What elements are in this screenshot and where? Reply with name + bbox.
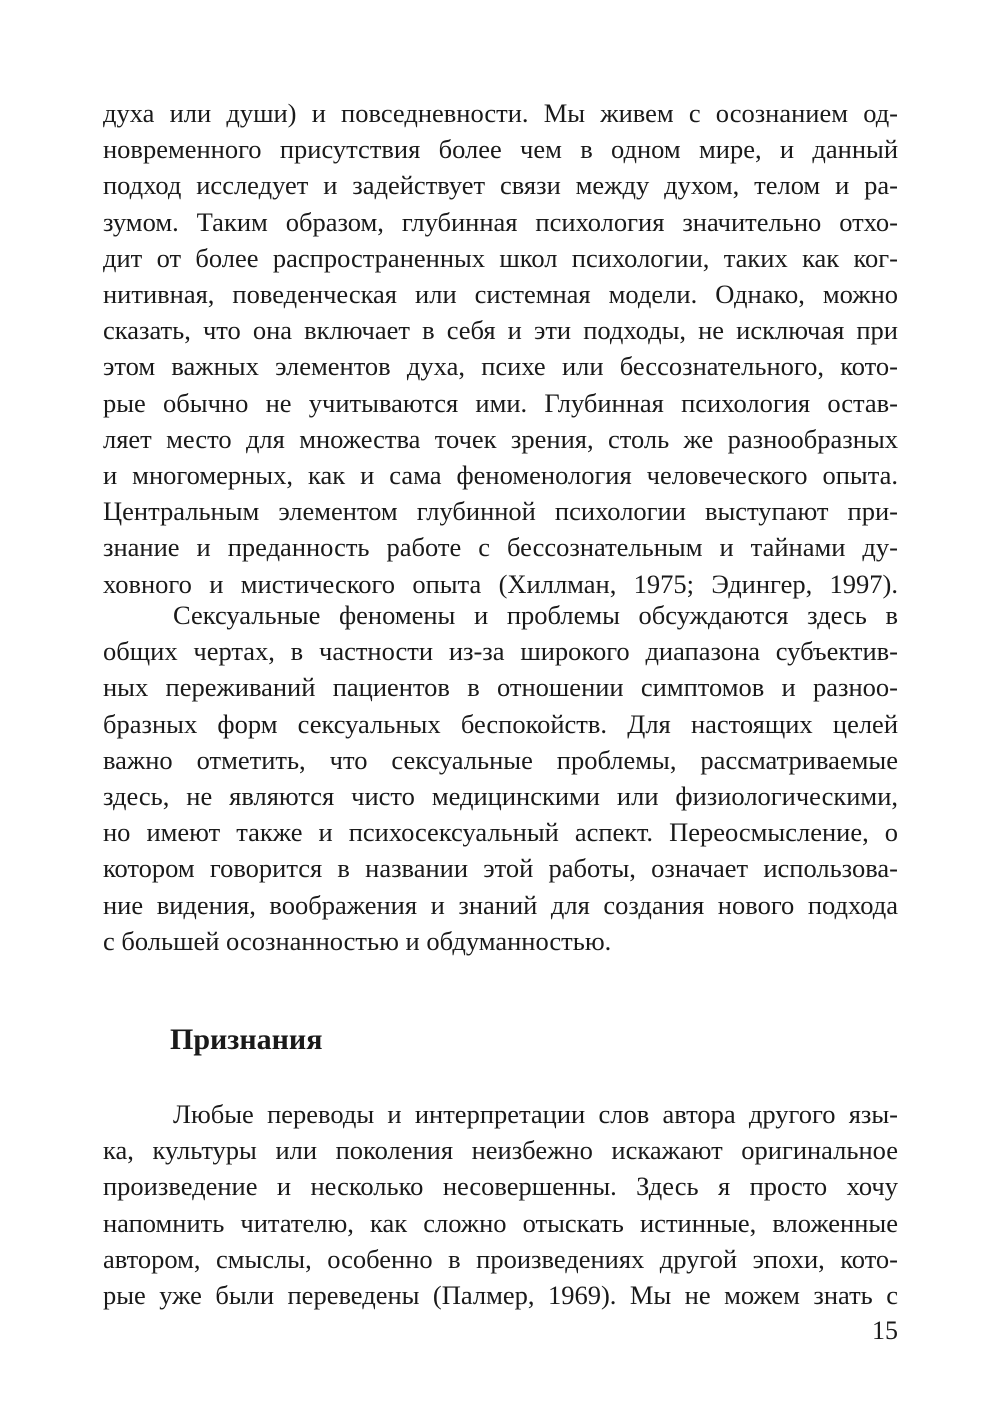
paragraph-line: ние видения, воображения и знаний для создания нового подхода [103,889,898,920]
paragraph-line: бразных форм сексуальных беспокойств. Для настоящих целей [103,708,898,739]
paragraph-line: сказать, что она включает в себя и эти подходы, не исключая при [103,315,898,346]
paragraph-line: здесь, не являются чисто медицинскими или физиологическими, [103,781,898,811]
paragraph-line: рые обычно не учитываются ими. Глубинная психология остав- [103,387,898,418]
paragraph-line: общих чертах, в частности из-за широкого диапазона субъектив- [103,636,898,667]
paragraph-line: важно отметить, что сексуальные проблемы, рассматриваемые [103,744,898,775]
paragraph-line: и многомерных, как и сама феноменология человеческого опыта. [103,460,898,490]
paragraph-line: Любые переводы и интерпретации слов автора другого язы- [173,1099,898,1129]
paragraph-line: котором говорится в названии этой работы, означает использова- [103,853,898,884]
paragraph-line: нитивная, поведенческая или системная модели. Однако, можно [103,279,898,309]
paragraph-line: с большей осознанностью и обдуманностью. [103,925,612,956]
section-heading: Признания [170,1023,323,1056]
paragraph-line: напомнить читателю, как сложно отыскать истинные, вложенные [103,1207,898,1238]
paragraph-line: Сексуальные феномены и проблемы обсуждаются здесь в [173,600,898,630]
paragraph-line: Центральным элементом глубинной психологии выступают при- [103,496,898,527]
paragraph-line: зумом. Таким образом, глубинная психология значительно отхо- [103,206,898,237]
paragraph-line: духа или души) и повседневности. Мы живем с осознанием од- [103,98,898,128]
paragraph-line: рые уже были переведены (Палмер, 1969). Мы не можем знать с [103,1280,898,1310]
paragraph-line: но имеют также и психосексуальный аспект. Переосмысление, о [103,817,898,848]
paragraph-line: ных переживаний пациентов в отношении симптомов и разноо- [103,672,898,703]
paragraph-line: дит от более распространенных школ психологии, таких как ког- [103,242,898,273]
paragraph-line: произведение и несколько несовершенны. Здесь я просто хочу [103,1171,898,1202]
page-number: 15 [872,1316,898,1345]
paragraph-line: ляет место для множества точек зрения, столь же разнообразных [103,423,898,454]
paragraph-line: новременного присутствия более чем в одном мире, и данный [103,134,898,165]
paragraph-line: этом важных элементов духа, психе или бессознательного, кото- [103,351,898,382]
paragraph-line: подход исследует и задействует связи между духом, телом и ра- [103,170,898,201]
paragraph-line: ка, культуры или поколения неизбежно искажают оригинальное [103,1135,898,1166]
paragraph-line: ховного и мистического опыта (Хиллман, 1975; Эдингер, 1997). [103,568,898,599]
paragraph-line: знание и преданность работе с бессознательным и тайнами ду- [103,532,898,563]
paragraph-line: автором, смыслы, особенно в произведениях другой эпохи, кото- [103,1243,898,1274]
